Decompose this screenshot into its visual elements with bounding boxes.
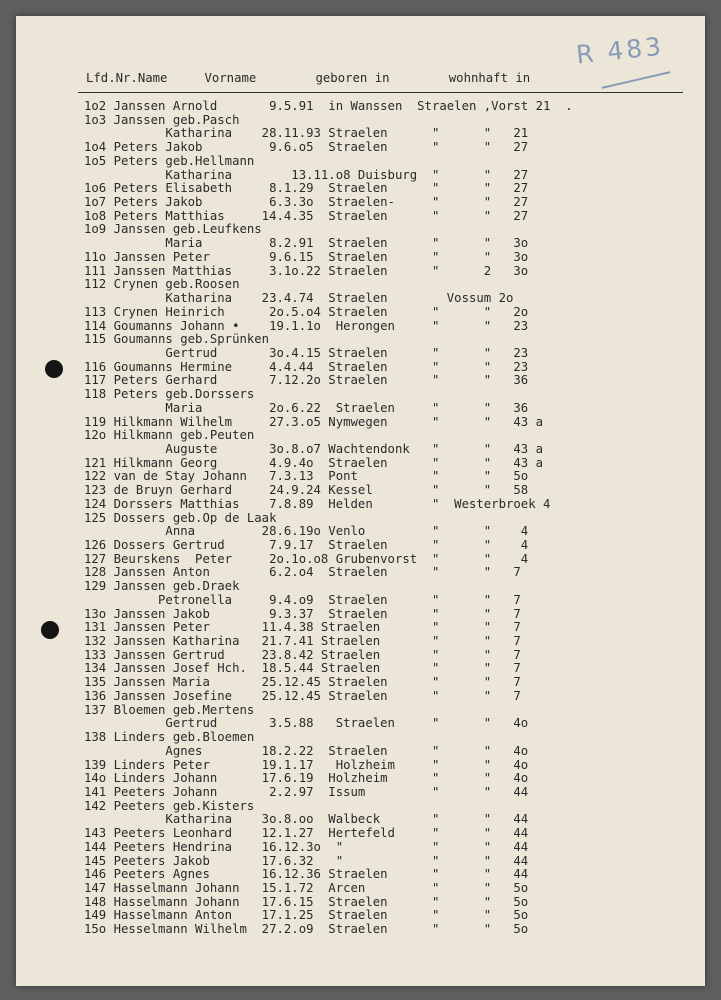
- register-row: 116 Goumanns Hermine 4.4.44 Straelen " " 23: [84, 359, 529, 374]
- register-row: 1o3 Janssen geb.Pasch: [84, 112, 240, 127]
- register-row: 123 de Bruyn Gerhard 24.9.24 Kessel " " 58: [84, 483, 529, 498]
- register-row: 115 Goumanns geb.Sprünken: [84, 332, 270, 347]
- register-row: 146 Peeters Agnes 16.12.36 Straelen " " 44: [84, 867, 529, 882]
- register-row: 1o4 Peters Jakob 9.6.o5 Straelen " " 27: [84, 140, 529, 155]
- register-row: 149 Hasselmann Anton 17.1.25 Straelen " " 5o: [84, 908, 529, 923]
- register-row: 131 Janssen Peter 11.4.38 Straelen " " 7: [84, 620, 521, 635]
- register-row: 136 Janssen Josefine 25.12.45 Straelen " " 7: [84, 688, 521, 703]
- register-row: 138 Linders geb.Bloemen: [84, 730, 255, 745]
- register-row: 128 Janssen Anton 6.2.o4 Straelen " " 7: [84, 565, 521, 580]
- register-row: 13o Janssen Jakob 9.3.37 Straelen " " 7: [84, 606, 521, 621]
- archive-stamp: R 483: [574, 31, 666, 70]
- register-row: 147 Hasselmann Johann 15.1.72 Arcen " " 5o: [84, 880, 529, 895]
- register-row: 118 Peters geb.Dorssers: [84, 387, 255, 402]
- register-row: 1o7 Peters Jakob 6.3.3o Straelen- " " 27: [84, 195, 529, 210]
- register-row: Gertrud 3o.4.15 Straelen " " 23: [84, 345, 529, 360]
- register-row: 1o9 Janssen geb.Leufkens: [84, 222, 262, 237]
- header-rule: [78, 92, 683, 93]
- register-row: 122 van de Stay Johann 7.3.13 Pont " " 5o: [84, 469, 529, 484]
- register-row: 1o5 Peters geb.Hellmann: [84, 153, 255, 168]
- register-row: 145 Peeters Jakob 17.6.32 " " " 44: [84, 853, 529, 868]
- register-row: Katharina 23.4.74 Straelen Vossum 2o: [84, 291, 514, 306]
- register-row: Petronella 9.4.o9 Straelen " " 7: [84, 592, 521, 607]
- register-row: 142 Peeters geb.Kisters: [84, 798, 255, 813]
- register-row: 126 Dossers Gertrud 7.9.17 Straelen " " 4: [84, 538, 529, 552]
- register-row: 117 Peters Gerhard 7.12.2o Straelen " " 36: [84, 373, 529, 388]
- register-row: 14o Linders Johann 17.6.19 Holzheim " " 4o: [84, 771, 529, 786]
- register-row: 114 Goumanns Johann • 19.1.1o Herongen " " 23: [84, 318, 529, 333]
- register-row: 139 Linders Peter 19.1.17 Holzheim " " 4o: [84, 757, 529, 772]
- register-row: 121 Hilkmann Georg 4.9.4o Straelen " " 43 a: [84, 455, 544, 470]
- register-row: Maria 8.2.91 Straelen " " 3o: [84, 236, 529, 251]
- register-row: 15o Hesselmann Wilhelm 27.2.o9 Straelen " " 5o: [84, 922, 529, 937]
- register-row: 127 Beurskens Peter 2o.1o.o8 Grubenvorst " " 4: [84, 551, 529, 566]
- register-row: 111 Janssen Matthias 3.1o.22 Straelen " 2 3o: [84, 263, 529, 278]
- register-row: 132 Janssen Katharina 21.7.41 Straelen " " 7: [84, 634, 521, 649]
- register-row: 129 Janssen geb.Draek: [84, 579, 240, 594]
- register-row: 134 Janssen Josef Hch. 18.5.44 Straelen " " 7: [84, 661, 521, 676]
- register-row: Agnes 18.2.22 Straelen " " 4o: [84, 743, 529, 758]
- register-row: Gertrud 3.5.88 Straelen " " 4o: [84, 716, 529, 731]
- register-row: Maria 2o.6.22 Straelen " " 36: [84, 400, 529, 415]
- punch-hole-bottom: [41, 621, 59, 639]
- register-row: 112 Crynen geb.Roosen: [84, 277, 240, 292]
- stamp-underline: [602, 71, 671, 89]
- register-row: Katharina 28.11.93 Straelen " " 21: [84, 126, 529, 141]
- table-header: Lfd.Nr.Name Vorname geboren in wohnhaft in: [86, 71, 531, 85]
- register-row: Auguste 3o.8.o7 Wachtendonk " " 43 a: [84, 441, 544, 456]
- register-row: 1o6 Peters Elisabeth 8.1.29 Straelen " " 27: [84, 181, 529, 196]
- register-row: 11o Janssen Peter 9.6.15 Straelen " " 3o: [84, 249, 529, 264]
- register-row: Anna 28.6.19o Venlo " " 4: [84, 524, 529, 539]
- register-row: 113 Crynen Heinrich 2o.5.o4 Straelen " " 2o: [84, 304, 529, 319]
- register-rows: [84, 100, 573, 937]
- punch-hole-top: [45, 360, 63, 378]
- register-row: Katharina 3o.8.oo Walbeck " " 44: [84, 812, 529, 827]
- register-row: Katharina 13.11.o8 Duisburg " " 27: [84, 167, 529, 182]
- register-row: 135 Janssen Maria 25.12.45 Straelen " " 7: [84, 675, 521, 690]
- register-row: 124 Dorssers Matthias 7.8.89 Helden " Westerbroek 4: [84, 496, 551, 511]
- register-row: 141 Peeters Johann 2.2.97 Issum " " 44: [84, 784, 529, 799]
- register-row: 1o2 Janssen Arnold 9.5.91 in Wanssen Straelen ,Vorst 21 .: [84, 99, 573, 113]
- register-row: 12o Hilkmann geb.Peuten: [84, 428, 255, 443]
- register-row: 137 Bloemen geb.Mertens: [84, 702, 255, 717]
- register-row: 143 Peeters Leonhard 12.1.27 Hertefeld " " 44: [84, 826, 529, 841]
- register-row: 125 Dossers geb.Op de Laak: [84, 510, 277, 525]
- register-row: 119 Hilkmann Wilhelm 27.3.o5 Nymwegen " " 43 a: [84, 414, 544, 429]
- register-row: 144 Peeters Hendrina 16.12.3o " " " 44: [84, 839, 529, 854]
- document-page: [16, 16, 705, 986]
- register-row: 1o8 Peters Matthias 14.4.35 Straelen " " 27: [84, 208, 529, 223]
- register-row: 133 Janssen Gertrud 23.8.42 Straelen " " 7: [84, 647, 521, 662]
- register-row: 148 Hasselmann Johann 17.6.15 Straelen " " 5o: [84, 894, 529, 909]
